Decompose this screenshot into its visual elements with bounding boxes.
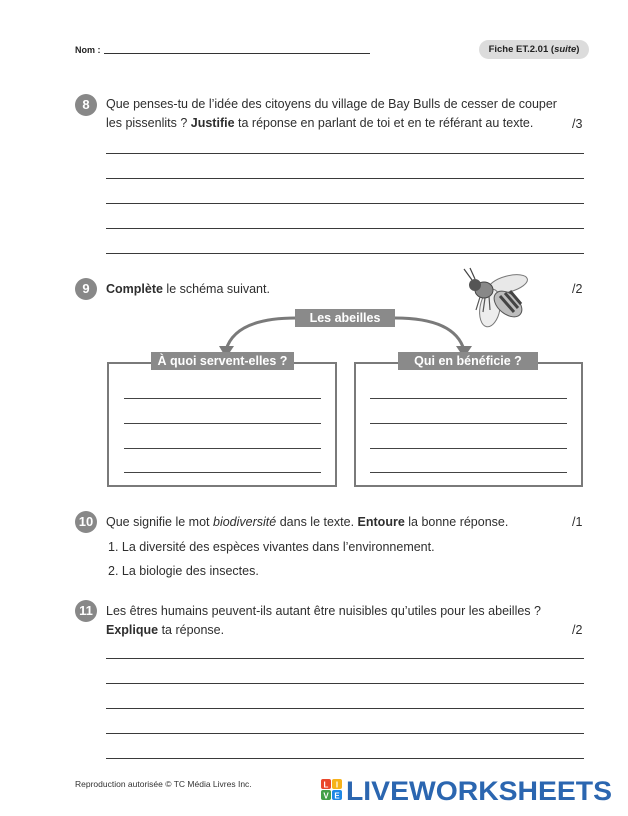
q10-keyword: biodiversité bbox=[213, 515, 277, 529]
logo-letter-v: V bbox=[323, 791, 329, 801]
question-8-line1: Que penses-tu de l’idée des citoyens du village de Bay Bulls de cesser de couper bbox=[106, 97, 557, 111]
answer-line[interactable] bbox=[106, 153, 584, 154]
q11-instruction-bold: Explique bbox=[106, 623, 159, 637]
q8-line2-pre: les pissenlits ? bbox=[106, 116, 191, 130]
question-11-score: /2 bbox=[572, 623, 583, 637]
answer-line[interactable] bbox=[106, 658, 584, 659]
question-9-score: /2 bbox=[572, 282, 583, 296]
schema-right-box bbox=[354, 362, 583, 487]
answer-line[interactable] bbox=[106, 228, 584, 229]
q10-pre: Que signifie le mot bbox=[106, 515, 213, 529]
fiche-suite: suite bbox=[554, 44, 577, 55]
question-10-score: /1 bbox=[572, 515, 583, 529]
answer-line[interactable] bbox=[370, 448, 567, 449]
fiche-suffix: ) bbox=[576, 44, 580, 55]
q10-instruction-bold: Entoure bbox=[357, 515, 405, 529]
schema-right-label: Qui en bénéficie ? bbox=[398, 352, 538, 370]
question-8-line2 bbox=[106, 114, 566, 133]
logo-letter-e: E bbox=[334, 791, 340, 801]
logo-letter-l: L bbox=[323, 780, 329, 790]
q10-mid: dans le texte. bbox=[276, 515, 358, 529]
question-9-number: 9 bbox=[75, 278, 97, 300]
answer-line[interactable] bbox=[124, 472, 321, 473]
answer-line[interactable] bbox=[106, 708, 584, 709]
q11-line2-post: ta réponse. bbox=[158, 623, 225, 637]
q9-text: le schéma suivant. bbox=[162, 282, 270, 296]
worksheet-id-badge bbox=[479, 40, 589, 59]
liveworksheets-logo[interactable] bbox=[320, 773, 616, 807]
question-8-score: /3 bbox=[572, 117, 583, 131]
q8-instruction-bold: Justifie bbox=[190, 116, 235, 130]
q8-line2-post: ta réponse en parlant de toi et en te référant au texte. bbox=[234, 116, 534, 130]
schema-left-box bbox=[107, 362, 337, 487]
question-10-number: 10 bbox=[75, 511, 97, 533]
question-11-line1: Les êtres humains peuvent-ils autant être nuisibles qu’utiles pour les abeilles ? bbox=[106, 604, 541, 618]
name-label: Nom : bbox=[75, 45, 101, 55]
question-11-line2 bbox=[106, 621, 566, 640]
question-11-text bbox=[106, 602, 566, 640]
name-input-line[interactable] bbox=[104, 53, 370, 54]
answer-line[interactable] bbox=[124, 448, 321, 449]
answer-line[interactable] bbox=[370, 398, 567, 399]
fiche-prefix: Fiche ET.2.01 ( bbox=[488, 44, 555, 55]
schema-center-label: Les abeilles bbox=[295, 309, 395, 327]
copyright-text: Reproduction autorisée © TC Média Livres Inc. bbox=[75, 779, 252, 789]
question-9-text bbox=[106, 280, 270, 299]
q10-post: la bonne réponse. bbox=[404, 515, 509, 529]
answer-option-1[interactable]: 1. La diversité des espèces vivantes dans l’environnement. bbox=[108, 540, 435, 554]
answer-line[interactable] bbox=[124, 423, 321, 424]
answer-line[interactable] bbox=[106, 733, 584, 734]
logo-text: LIVEWORKSHEETS bbox=[346, 776, 612, 806]
question-11-number: 11 bbox=[75, 600, 97, 622]
answer-line[interactable] bbox=[106, 253, 584, 254]
answer-line[interactable] bbox=[106, 683, 584, 684]
question-8-text bbox=[106, 95, 566, 133]
answer-line[interactable] bbox=[124, 398, 321, 399]
answer-line[interactable] bbox=[106, 203, 584, 204]
answer-option-2[interactable]: 2. La biologie des insectes. bbox=[108, 564, 259, 578]
answer-line[interactable] bbox=[370, 423, 567, 424]
answer-line[interactable] bbox=[106, 178, 584, 179]
question-10-text bbox=[106, 513, 508, 532]
answer-line[interactable] bbox=[370, 472, 567, 473]
schema-left-label: À quoi servent-elles ? bbox=[151, 352, 294, 370]
answer-line[interactable] bbox=[106, 758, 584, 759]
question-8-number: 8 bbox=[75, 94, 97, 116]
logo-letter-i: I bbox=[335, 780, 339, 790]
q9-instruction-bold: Complète bbox=[106, 282, 163, 296]
